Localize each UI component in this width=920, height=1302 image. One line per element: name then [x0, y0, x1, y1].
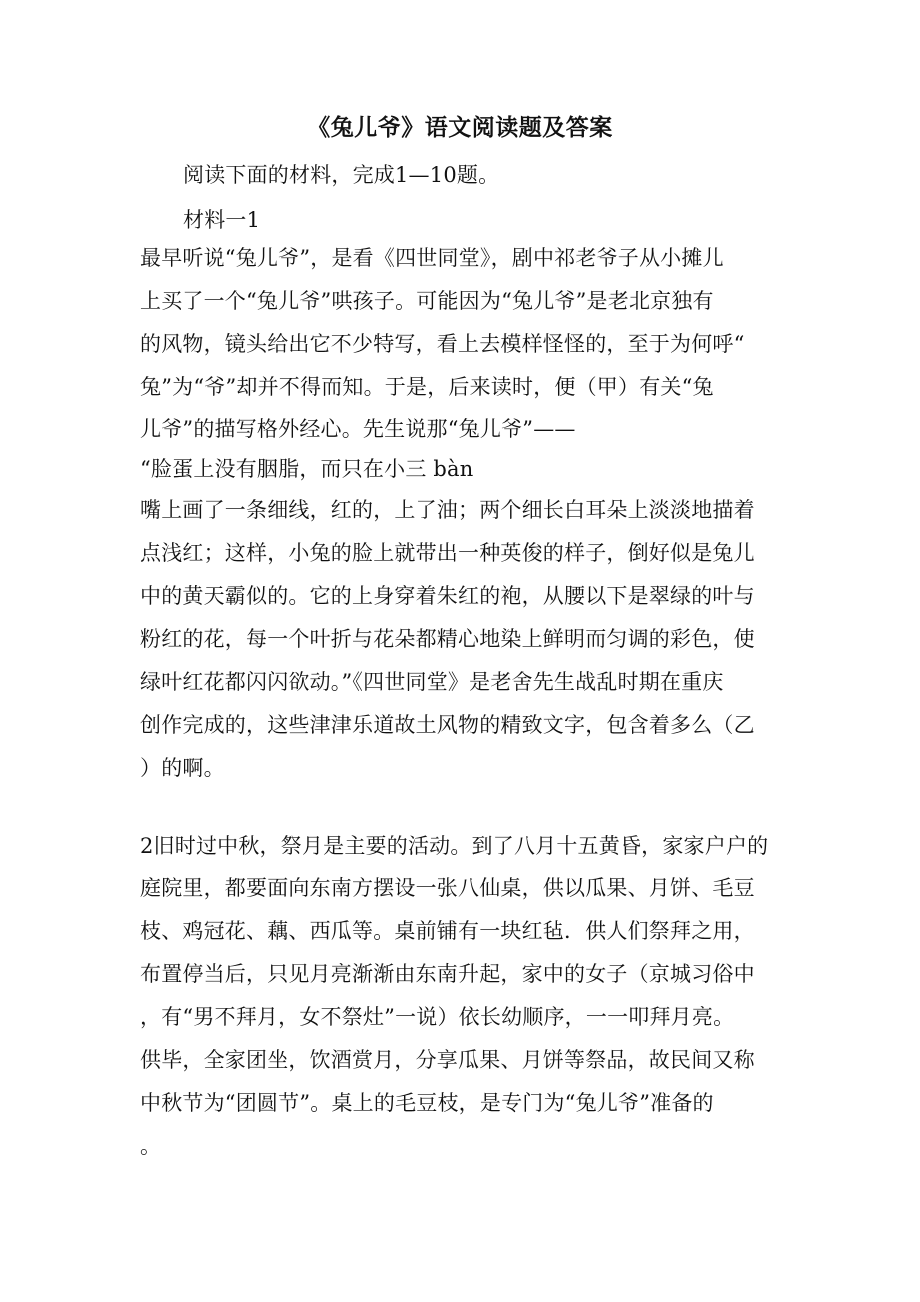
paragraph-line: ，有“男不拜月，女不祭灶”一说）依长幼顺序，一一叩拜月亮。: [140, 1005, 735, 1029]
paragraph-line: 供毕，全家团坐，饮酒赏月，分享瓜果、月饼等祭品，故民间又称: [140, 1048, 755, 1072]
paragraph-line: 中的黄天霸似的。它的上身穿着朱红的袍，从腰以下是翠绿的叶与: [140, 584, 755, 608]
paragraph-line: 粉红的花，每一个叶折与花朵都精心地染上鲜明而匀调的彩色，使: [140, 627, 755, 651]
document-title: 《兔儿爷》语文阅读题及答案: [307, 114, 613, 141]
paragraph-line: 点浅红；这样，小兔的脸上就带出一种英俊的样子，倒好似是兔儿: [140, 541, 755, 565]
paragraph-line: 上买了一个“兔儿爷”哄孩子。可能因为“兔儿爷”是老北京独有: [140, 289, 714, 313]
paragraph-line: 创作完成的，这些津津乐道故土风物的精致文字，包含着多么（乙: [140, 713, 755, 737]
paragraph-line: 中秋节为“团圆节”。桌上的毛豆枝，是专门为“兔儿爷”准备的: [140, 1091, 714, 1115]
paragraph-line: 兔”为“爷”却并不得而知。于是，后来读时，便（甲）有关“兔: [140, 375, 714, 399]
paragraph-line: 。: [140, 1134, 162, 1158]
paragraph-line: 最早听说“兔儿爷”，是看《四世同堂》，剧中祁老爷子从小摊儿: [140, 246, 724, 270]
paragraph-line: 的风物，镜头给出它不少特写，看上去模样怪怪的，至于为何呼“: [140, 332, 745, 356]
paragraph-line: 嘴上画了一条细线，红的，上了油；两个细长白耳朵上淡淡地描着: [140, 498, 755, 522]
material-label: 材料一1: [183, 208, 261, 232]
paragraph-line: 枝、鸡冠花、藕、西瓜等。桌前铺有一块红毡．供人们祭拜之用，: [140, 919, 755, 943]
paragraph-line: 儿爷”的描写格外经心。先生说那“兔儿爷”——: [140, 417, 576, 441]
paragraph-line: 绿叶红花都闪闪欲动。”《四世同堂》是老舍先生战乱时期在重庆: [140, 670, 724, 694]
paragraph-line: ）的啊。: [140, 756, 225, 780]
intro-text: 阅读下面的材料，完成1—10题。: [183, 163, 500, 187]
paragraph-line: 庭院里，都要面向东南方摆设一张八仙桌，供以瓜果、月饼、毛豆: [140, 876, 755, 900]
paragraph-line: 布置停当后，只见月亮渐渐由东南升起，家中的女子（京城习俗中: [140, 962, 755, 986]
paragraph-line: “脸蛋上没有胭脂，而只在小三 bàn: [140, 457, 474, 481]
paragraph-line: 2旧时过中秋，祭月是主要的活动。到了八月十五黄昏，家家户户的: [140, 834, 769, 858]
